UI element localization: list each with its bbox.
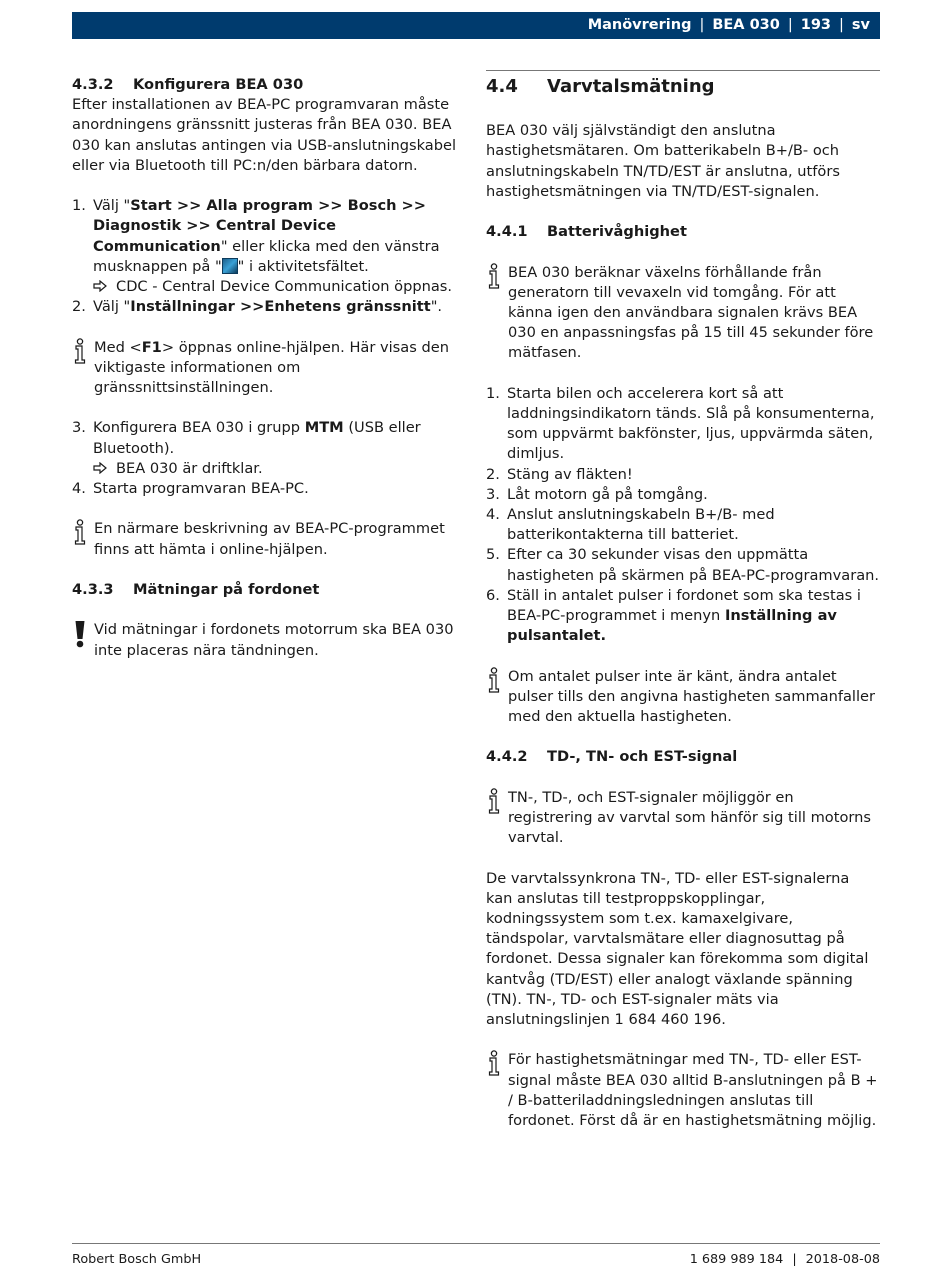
info-note: BEA 030 beräknar växelns förhållande från generatorn till vevaxeln vid tomgång. För att känna igen den användbara signalen krävs BEA 030 en anpassningsfas på 15 till 45 sekunder före mätfasen. [486, 263, 880, 364]
list-item: 4. Anslut anslutningskabeln B+/B- med batterikontakterna till batteriet. [486, 506, 775, 544]
footer-rule [72, 1243, 880, 1244]
list-item: 4. Starta programvaran BEA-PC. [72, 480, 309, 498]
info-icon [487, 667, 501, 693]
header-page-number: 193 [800, 17, 832, 34]
footer-doc-info: 1 689 989 184 | 2018-08-08 [689, 1252, 880, 1267]
info-icon [487, 1050, 501, 1076]
list-item: 2. Välj "Inställningar >>Enhetens gränssnitt". [72, 298, 443, 316]
step-result: BEA 030 är driftklar. [72, 459, 467, 479]
info-note: Med <F1> öppnas online-hjälpen. Här visas den viktigaste informationen om gränssnittsinställningen. [72, 338, 467, 399]
result-arrow-icon [93, 277, 116, 297]
section-4-4-intro: BEA 030 välj självständigt den anslutna hastighetsmätaren. Om batterikabeln B+/B- och anslutningskabeln TN/TD/EST är anslutna, utförs hastighetsmätningen via TN/TD/EST-signalen. [486, 122, 840, 200]
section-rule [486, 70, 880, 71]
section-4-4-2-heading: 4.4.2 TD-, TN- och EST-signal [486, 748, 738, 766]
signal-paragraph: De varvtalssynkrona TN-, TD- eller EST-signalerna kan anslutas till testproppskopplingar, kodningssystem som t.ex. kamaxelgivare, tändspolar, varvtalsmätare eller diagnosuttag på fordonet. Dessa signaler kan förekomma som digital kantvåg (TD/EST) eller analogt växlande spänning (TN). TN-, TD- och EST-signaler mäts via anslutningslinjen 1 684 460 196. [486, 869, 869, 1029]
list-item: 2. Stäng av fläkten! [486, 465, 633, 483]
battery-steps-list [486, 384, 880, 586]
list-item: 1. Välj "Start >> Alla program >> Bosch >> Diagnostik >> Central Device Communication" eller klicka med den vänstra musknappen på " " i aktivitetsfältet. [72, 197, 440, 275]
footer-company: Robert Bosch GmbH [72, 1252, 202, 1267]
warning-icon [74, 620, 86, 648]
result-arrow-icon [93, 459, 116, 479]
header-language: sv [851, 17, 870, 34]
info-icon [73, 519, 87, 545]
list-item: 1. Starta bilen och accelerera kort så att laddningsindikatorn tänds. Slå på konsumenterna, som uppvärmt bakfönster, ljus, uppvärmda säten, dimljus. [486, 384, 875, 463]
page-header-bar: Manövrering | BEA 030 | 193 | sv [72, 12, 880, 39]
cdc-taskbar-icon [222, 258, 238, 274]
header-product: BEA 030 [712, 17, 780, 34]
list-item: 6. Ställ in antalet pulser i fordonet som ska testas i BEA-PC-programmet i menyn Inställning av pulsantalet. [486, 586, 861, 645]
info-note: För hastighetsmätningar med TN-, TD- eller EST-signal måste BEA 030 alltid B-anslutningen på B + / B-batteriladdningsledningen anslutas till fordonet. Först då är en hastighetsmätning möjlig. [486, 1050, 880, 1131]
list-item: 5. Efter ca 30 sekunder visas den uppmätta hastigheten på skärmen på BEA-PC-programvaran. [486, 546, 880, 584]
info-icon [487, 263, 501, 289]
info-icon [487, 788, 501, 814]
right-column [486, 70, 880, 1131]
left-column [72, 75, 467, 661]
section-4-3-2-intro: Efter installationen av BEA-PC programvaran måste anordningens gränssnitt justeras från BEA 030. BEA 030 kan anslutas antingen via USB-anslutningskabel eller via Bluetooth till PC:n/den bärbara datorn. [72, 96, 457, 174]
footer-docnum: 1 689 989 184 [689, 1252, 784, 1267]
info-note: En närmare beskrivning av BEA-PC-programmet finns att hämta i online-hjälpen. [72, 519, 467, 559]
info-note: Om antalet pulser inte är känt, ändra antalet pulser tills den angivna hastigheten sammanfaller med den aktuella hastigheten. [486, 667, 880, 728]
info-note: TN-, TD-, och EST-signaler möjliggör en registrering av varvtal som hänför sig till motorns varvtal. [486, 788, 880, 849]
header-section: Manövrering [587, 17, 692, 34]
list-item: 3. Konfigurera BEA 030 i grupp MTM (USB eller Bluetooth). [72, 419, 421, 457]
info-icon [73, 338, 87, 364]
step-result: CDC - Central Device Communication öppnas. [72, 277, 467, 297]
section-4-3-3-heading: 4.3.3 Mätningar på fordonet [72, 581, 320, 598]
section-4-4-heading: 4.4 Varvtalsmätning [486, 76, 715, 97]
warning-note: Vid mätningar i fordonets motorrum ska BEA 030 inte placeras nära tändningen. [72, 620, 467, 660]
section-4-3-2-heading: 4.3.2 Konfigurera BEA 030 [72, 76, 304, 93]
footer-date: 2018-08-08 [805, 1252, 880, 1267]
section-4-4-1-heading: 4.4.1 Batterivåghighet [486, 223, 687, 241]
list-item: 3. Låt motorn gå på tomgång. [486, 485, 708, 503]
